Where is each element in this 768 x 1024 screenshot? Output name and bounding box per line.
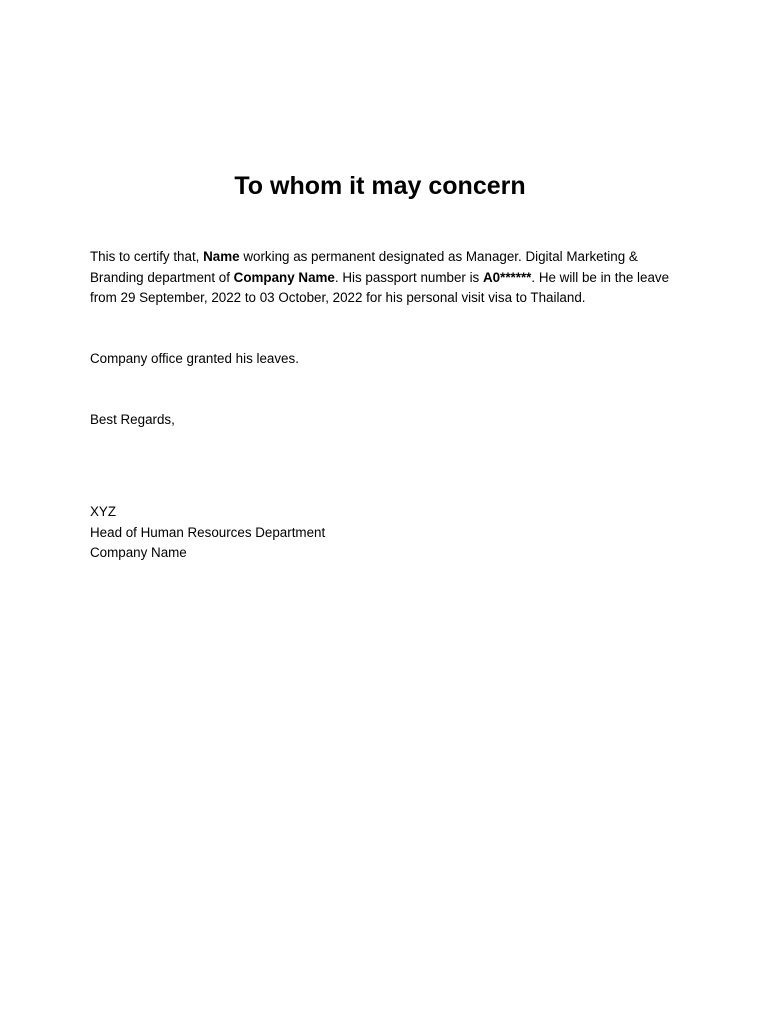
signatory-company: Company Name — [90, 545, 187, 560]
letter-title: To whom it may concern — [234, 172, 526, 200]
signatory-title: Head of Human Resources Department — [90, 525, 326, 540]
certification-paragraph — [90, 247, 670, 309]
signatory-name: XYZ — [90, 504, 117, 519]
employee-name: Name — [203, 249, 240, 264]
granted-line: Company office granted his leaves. — [90, 351, 299, 366]
intro-text: This to certify that, — [90, 249, 204, 264]
designation-text: working as permanent designated as Manager. Digital Marketing & Branding department of — [90, 249, 638, 285]
passport-text: . His passport number is — [334, 269, 483, 285]
passport-number: A0****** — [482, 269, 532, 285]
company-name: Company Name — [233, 269, 335, 285]
closing-line: Best Regards, — [90, 412, 175, 427]
leave-text: . He will be in the leave from 29 September, 2022 to 03 October, 2022 for his personal visit visa to Thailand. — [90, 269, 670, 305]
